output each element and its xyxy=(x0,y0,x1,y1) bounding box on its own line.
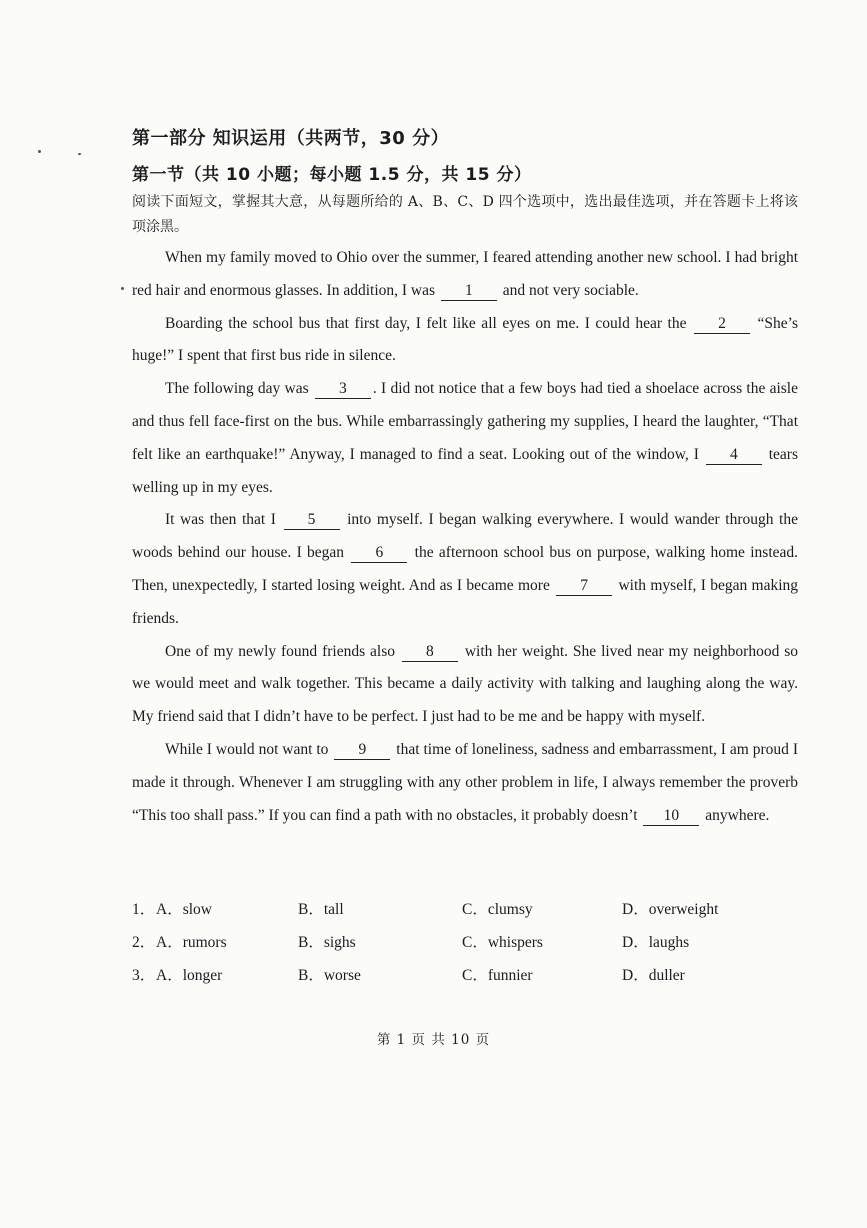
blank-9: 9 xyxy=(334,741,390,760)
option-c: C．clumsy xyxy=(462,901,533,918)
answer-options xyxy=(132,897,832,996)
passage-text: anywhere. xyxy=(705,806,770,824)
option-a: A．slow xyxy=(156,901,212,918)
passage xyxy=(132,242,798,832)
question-number: 3． xyxy=(132,967,156,984)
blank-7: 7 xyxy=(556,577,612,596)
option-d: D．duller xyxy=(622,967,685,984)
section-title: 第一节（共 10 小题；每小题 1.5 分，共 15 分） xyxy=(132,165,532,185)
option-d: D．laughs xyxy=(622,934,690,951)
blank-5: 5 xyxy=(284,511,340,530)
passage-text: When my family moved to Ohio over the summer, I feared attending another new school. I had bright red hair and enormous glasses. In addition, I was xyxy=(132,249,798,299)
part-title: 第一部分 知识运用（共两节，30 分） xyxy=(132,128,450,149)
option-c: C．funnier xyxy=(462,967,533,984)
scan-speck xyxy=(121,287,124,290)
blank-3: 3 xyxy=(315,380,371,399)
passage-text: with myself, I began making friends. xyxy=(132,576,799,627)
option-a: A．longer xyxy=(156,967,223,984)
option-b: B．sighs xyxy=(298,934,356,951)
question-3-options xyxy=(132,963,832,996)
question-number: 2． xyxy=(132,934,156,951)
blank-4: 4 xyxy=(706,446,762,465)
passage-text: . I did not notice that a few boys had tied a shoelace across the aisle and thus fell face-first on the bus. While embarrassingly gathering my supplies, I heard the laughter, “That felt like an earthquake!” Anyway, I managed to find a seat. Looking out of the window, I xyxy=(132,380,798,463)
page-footer: 第 1 页 共 10 页 xyxy=(376,1032,491,1048)
blank-2: 2 xyxy=(694,315,750,334)
passage-text: The following day was xyxy=(165,380,309,398)
paragraph-1 xyxy=(132,242,798,308)
question-1-options xyxy=(132,897,832,930)
option-d: D．overweight xyxy=(622,901,719,918)
option-b: B．worse xyxy=(298,967,361,984)
passage-text: It was then that I xyxy=(165,511,276,529)
passage-text: tears welling up in my eyes. xyxy=(132,445,798,496)
paragraph-3 xyxy=(132,373,798,504)
passage-text: that time of loneliness, sadness and embarrassment, I am proud I made it through. Whenever I am struggling with any other problem in life, I always remember the proverb “This too shall pass.” If you can find a path with no obstacles, it probably doesn’t xyxy=(132,740,799,824)
scan-speck xyxy=(38,150,41,153)
scan-speck xyxy=(78,153,81,155)
paragraph-4 xyxy=(132,504,798,635)
blank-10: 10 xyxy=(643,807,699,826)
option-b: B．tall xyxy=(298,901,344,918)
option-a: A．rumors xyxy=(156,934,227,951)
passage-text: Boarding the school bus that first day, I felt like all eyes on me. I could hear the xyxy=(165,314,687,332)
question-number: 1． xyxy=(132,901,156,918)
paragraph-6 xyxy=(132,734,798,832)
paragraph-5 xyxy=(132,636,798,734)
paragraph-2 xyxy=(132,308,798,374)
passage-text: One of my newly found friends also xyxy=(165,642,395,660)
instructions: 阅读下面短文，掌握其大意，从每题所给的 A、B、C、D 四个选项中，选出最佳选项，并在答题卡上将该项涂黑。 xyxy=(132,194,798,235)
passage-text: While I would not want to xyxy=(165,740,329,758)
option-c: C．whispers xyxy=(462,934,543,951)
blank-8: 8 xyxy=(402,643,458,662)
passage-text: the afternoon school bus on purpose, walking home instead. Then, unexpectedly, I started losing weight. And as I became more xyxy=(132,544,799,594)
passage-text: into myself. I began walking everywhere. I would wander through the woods behind our house. I began xyxy=(132,511,798,562)
passage-text: with her weight. She lived near my neighborhood so we would meet and walk together. This became a daily activity with talking and laughing along the way. My friend said that I didn’t have to be perfect. I just had to be me and be happy with myself. xyxy=(132,642,799,726)
passage-text: “She’s huge!” I spent that first bus ride in silence. xyxy=(132,314,799,365)
passage-text: and not very sociable. xyxy=(502,281,639,299)
blank-6: 6 xyxy=(351,544,407,563)
question-2-options xyxy=(132,930,832,963)
blank-1: 1 xyxy=(441,282,497,301)
